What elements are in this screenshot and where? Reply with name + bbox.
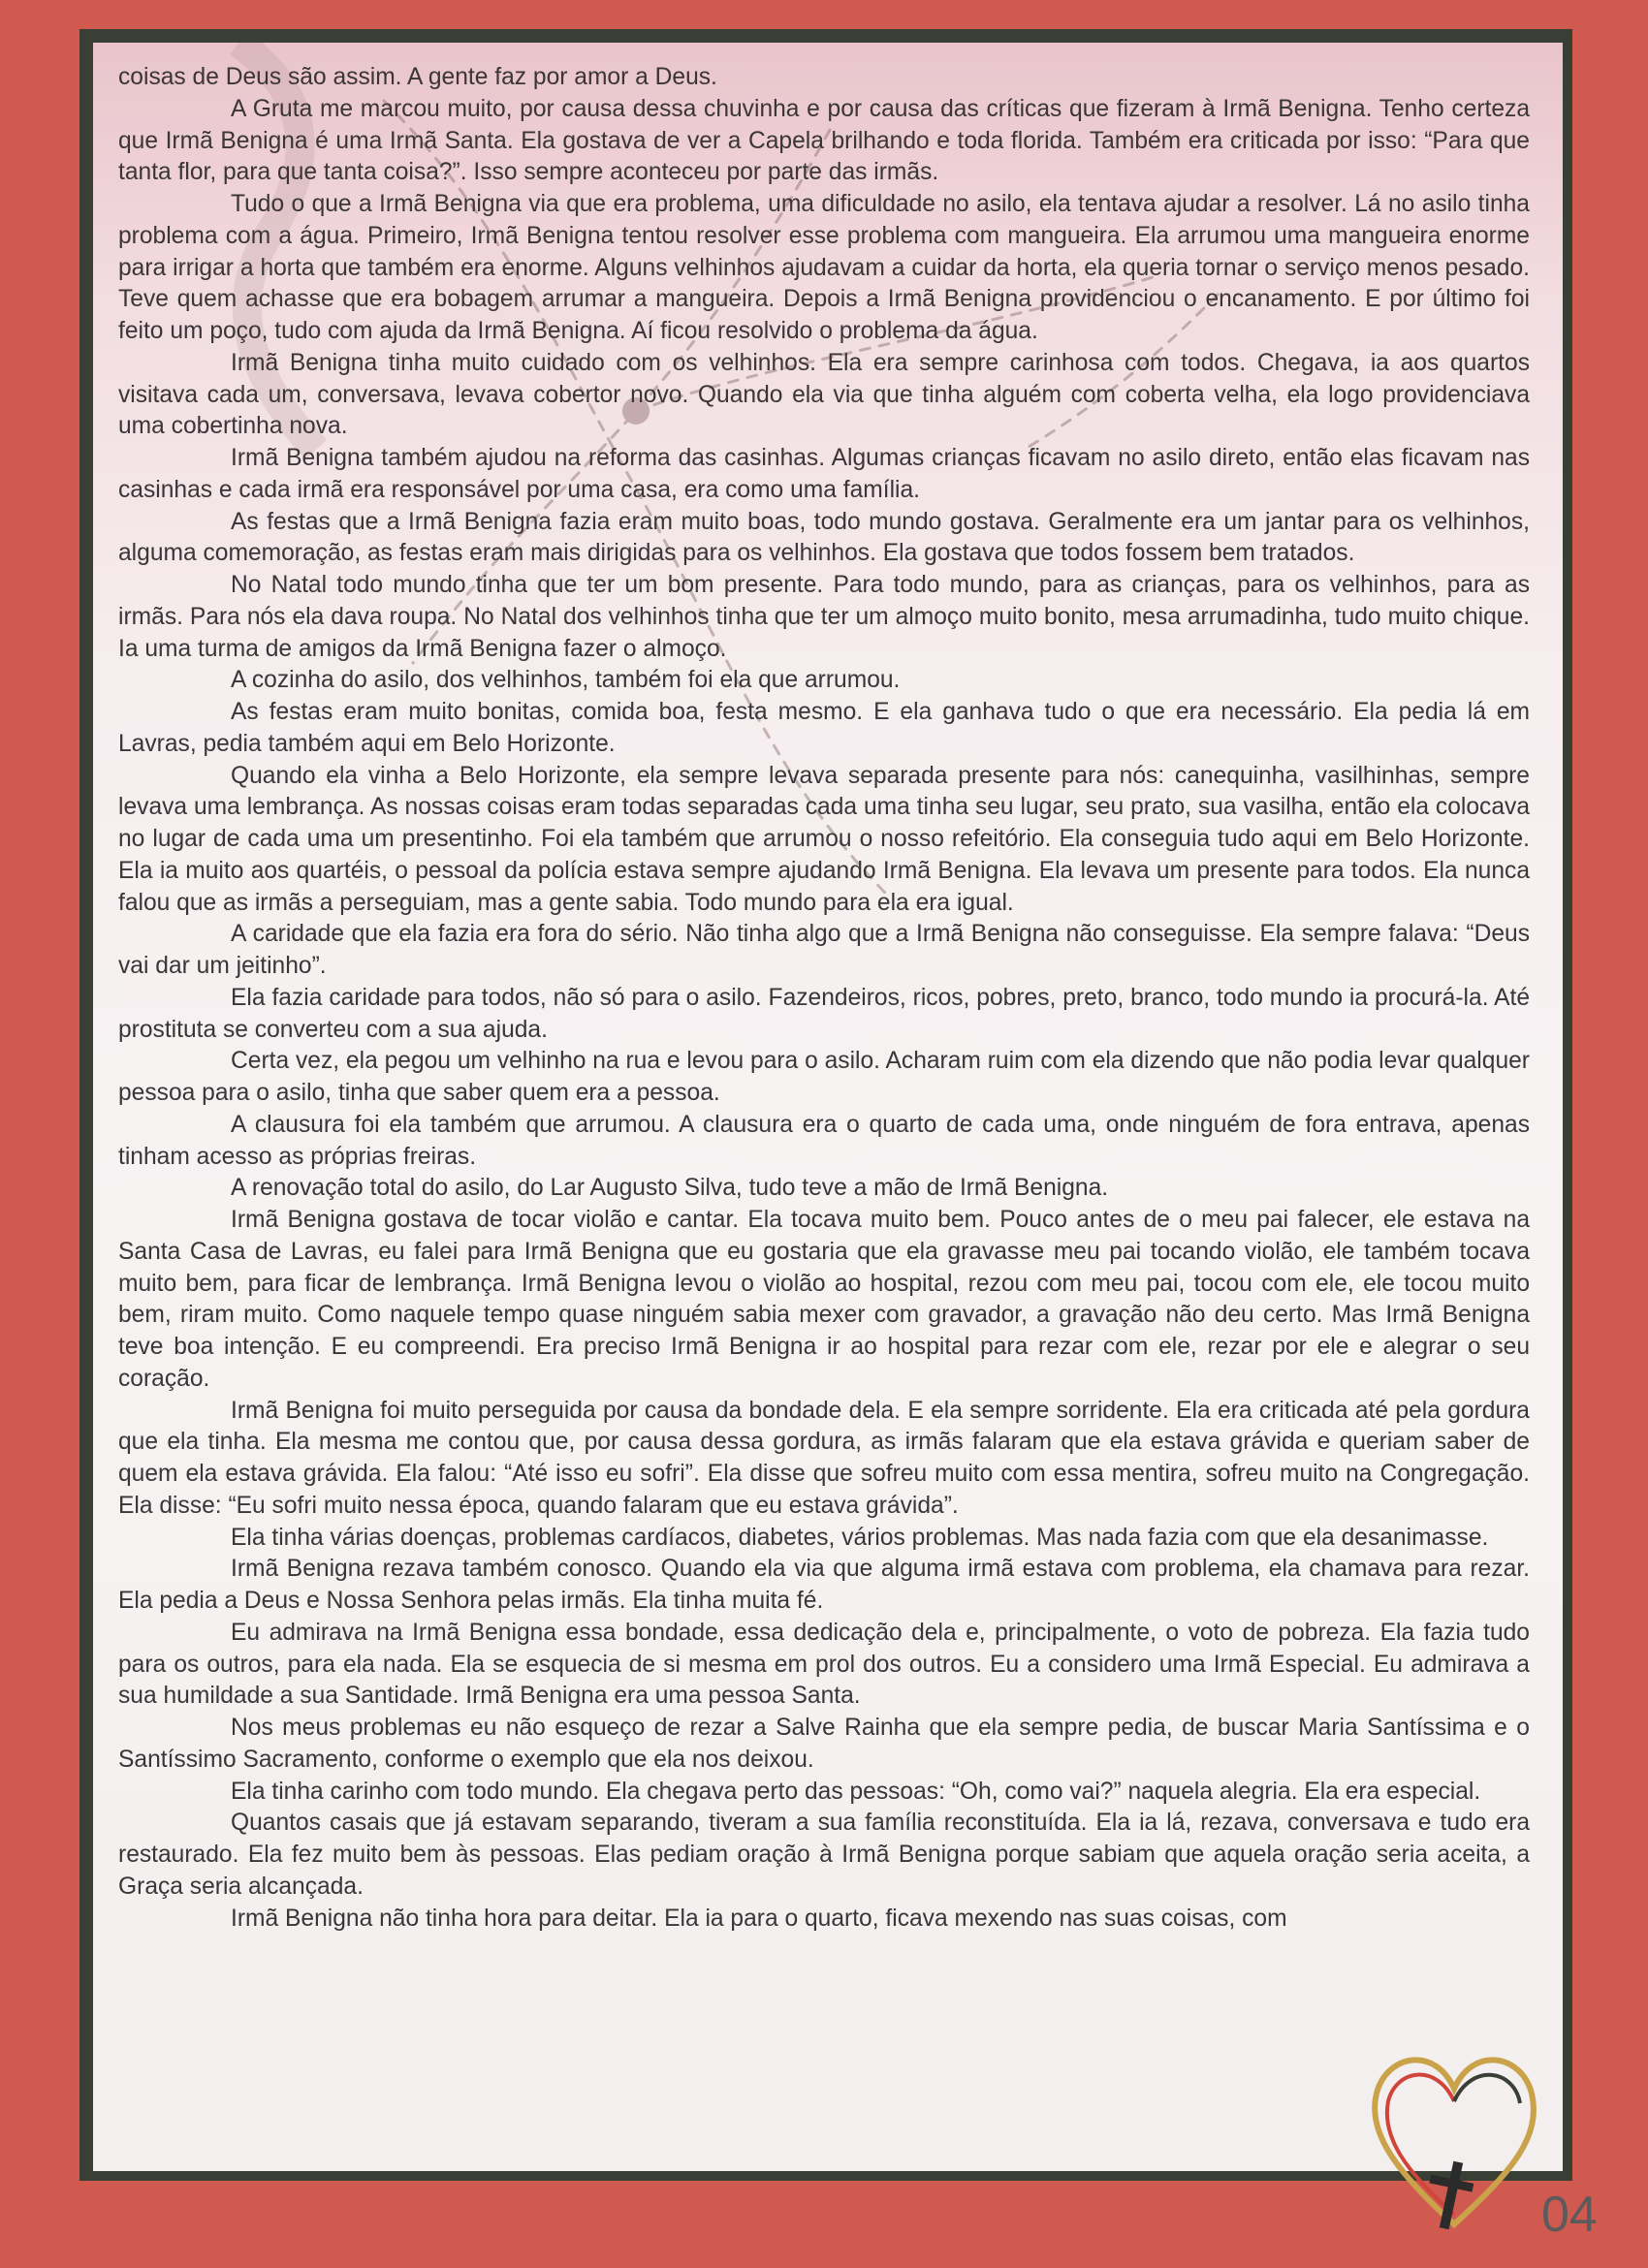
article-body <box>118 62 1530 1935</box>
paragraph: No Natal todo mundo tinha que ter um bom presente. Para todo mundo, para as crianças, para os velhinhos, para as irmãs. Para nós ela dava roupa. No Natal dos velhinhos tinha que ter um almoço muito bonito, mesa arrumadinha, tudo muito chique. Ia uma turma de amigos da Irmã Benigna fazer o almoço. <box>118 572 1530 662</box>
paragraph: A Gruta me marcou muito, por causa dessa chuvinha e por causa das críticas que fizeram à Irmã Benigna. Tenho certeza que Irmã Benigna é uma Irmã Santa. Ela gostava de ver a Capela brilhando e toda florida. Também era criticada por isso: “Para que tanta flor, para que tanta coisa?”. Isso sempre aconteceu por parte das irmãs. <box>118 95 1530 186</box>
paragraph: Irmã Benigna não tinha hora para deitar. Ela ia para o quarto, ficava mexendo nas suas coisas, com <box>231 1905 1287 1932</box>
paragraph: Ela tinha várias doenças, problemas cardíacos, diabetes, vários problemas. Mas nada fazia com que ela desanimasse. <box>231 1524 1489 1551</box>
paragraph: Irmã Benigna rezava também conosco. Quando ela via que alguma irmã estava com problema, ela chamava para rezar. Ela pedia a Deus e Nossa Senhora pelas irmãs. Ela tinha muita fé. <box>118 1556 1530 1614</box>
paragraph: A clausura foi ela também que arrumou. A clausura era o quarto de cada uma, onde ninguém de fora entrava, apenas tinham acesso as próprias freiras. <box>118 1111 1530 1170</box>
paragraph: As festas que a Irmã Benigna fazia eram muito boas, todo mundo gostava. Geralmente era um jantar para os velhinhos, alguma comemoração, as festas eram mais dirigidas para os velhinhos. Ela gostava que todos fossem bem tratados. <box>118 508 1530 567</box>
paragraph: Certa vez, ela pegou um velhinho na rua e levou para o asilo. Acharam ruim com ela dizendo que não podia levar qualquer pessoa para o asilo, tinha que saber quem era a pessoa. <box>118 1048 1530 1106</box>
paragraph: Ela tinha carinho com todo mundo. Ela chegava perto das pessoas: “Oh, como vai?” naquela alegria. Ela era especial. <box>231 1778 1481 1805</box>
paragraph: As festas eram muito bonitas, comida boa, festa mesmo. E ela ganhava tudo o que era necessário. Ela pedia lá em Lavras, pedia também aqui em Belo Horizonte. <box>118 699 1530 757</box>
paragraph: Quantos casais que já estavam separando, tiveram a sua família reconstituída. Ela ia lá, rezava, conversava e tudo era restaurado. Ela fez muito bem às pessoas. Elas pediam oração à Irmã Benigna porque sabiam que aquela oração seria aceita, a Graça seria alcançada. <box>118 1810 1530 1900</box>
paragraph: Irmã Benigna tinha muito cuidado com os velhinhos. Ela era sempre carinhosa com todos. Chegava, ia aos quartos visitava cada um, conversava, levava cobertor novo. Quando ela via que tinha alguém com coberta velha, ela logo providenciava uma cobertinha nova. <box>118 349 1530 440</box>
paragraph: Eu admirava na Irmã Benigna essa bondade, essa dedicação dela e, principalmente, o voto de pobreza. Ela fazia tudo para os outros, para ela nada. Ela se esquecia de si mesma em prol dos outros. Eu a considero uma Irmã Especial. Eu admirava a sua humildade a sua Santidade. Irmã Benigna era uma pessoa Santa. <box>118 1619 1530 1710</box>
paragraph: A cozinha do asilo, dos velhinhos, também foi ela que arrumou. <box>231 667 901 694</box>
paragraph: A caridade que ela fazia era fora do sério. Não tinha algo que a Irmã Benigna não conseguisse. Ela sempre falava: “Deus vai dar um jeitinho”. <box>118 921 1530 979</box>
paragraph: Irmã Benigna foi muito perseguida por causa da bondade dela. E ela sempre sorridente. Ela era criticada até pela gordura que ela tinha. Ela mesma me contou que, por causa dessa gordura, as irmãs falaram que ela estava grávida e queriam saber de quem ela estava grávida. Ela falou: “Até isso eu sofri”. Ela disse que sofreu muito com essa mentira, sofreu muito na Congregação. Ela disse: “Eu sofri muito nessa época, quando falaram que eu estava grávida”. <box>118 1397 1530 1519</box>
text-panel <box>93 43 1563 2171</box>
paragraph: Tudo o que a Irmã Benigna via que era problema, uma dificuldade no asilo, ela tentava ajudar a resolver. Lá no asilo tinha problema com a água. Primeiro, Irmã Benigna tentou resolver esse problema com mangueira. Ela arrumou uma mangueira enorme para irrigar a horta que também era enorme. Alguns velhinhos ajudavam a cuidar da horta, ela queria tornar o serviço menos pesado. Teve quem achasse que era bobagem arrumar a mangueira. Depois a Irmã Benigna providenciou o encanamento. E por último foi feito um poço, tudo com ajuda da Irmã Benigna. Aí ficou resolvido o problema da água. <box>118 191 1530 344</box>
page-number: 04 <box>1541 2187 1598 2243</box>
paragraph: Nos meus problemas eu não esqueço de rezar a Salve Rainha que ela sempre pedia, de buscar Maria Santíssima e o Santíssimo Sacramento, conforme o exemplo que ela nos deixou. <box>118 1715 1530 1773</box>
paragraph: Ela fazia caridade para todos, não só para o asilo. Fazendeiros, ricos, pobres, preto, branco, todo mundo ia procurá-la. Até prostituta se converteu com a sua ajuda. <box>118 984 1530 1043</box>
paragraph: Irmã Benigna também ajudou na reforma das casinhas. Algumas crianças ficavam no asilo direto, então elas ficavam nas casinhas e cada irmã era responsável por uma casa, era como uma família. <box>118 445 1530 503</box>
heart-cross-ornament-icon <box>1357 2016 1551 2249</box>
paragraph: coisas de Deus são assim. A gente faz por amor a Deus. <box>118 64 717 90</box>
paragraph: Quando ela vinha a Belo Horizonte, ela sempre levava separada presente para nós: canequinha, vasilhinhas, sempre levava uma lembrança. As nossas coisas eram todas separadas cada uma tinha seu lugar, seu prato, sua vasilha, então ela colocava no lugar de cada uma um presentinho. Foi ela também que arrumou o nosso refeitório. Ela conseguia tudo aqui em Belo Horizonte. Ela ia muito aos quartéis, o pessoal da polícia estava sempre ajudando Irmã Benigna. Ela levava um presente para todos. Ela nunca falou que as irmãs a perseguiam, mas a gente sabia. Todo mundo para ela era igual. <box>118 762 1530 916</box>
paragraph: A renovação total do asilo, do Lar Augusto Silva, tudo teve a mão de Irmã Benigna. <box>231 1175 1109 1202</box>
paragraph: Irmã Benigna gostava de tocar violão e cantar. Ela tocava muito bem. Pouco antes de o meu pai falecer, ele estava na Santa Casa de Lavras, eu falei para Irmã Benigna que eu gostaria que ela gravasse meu pai tocando violão, ele também tocava muito bem, para ficar de lembrança. Irmã Benigna levou o violão ao hospital, rezou com meu pai, tocou com ele, ele tocou muito bem, riram muito. Como naquele tempo quase ninguém sabia mexer com gravador, a gravação não deu certo. Mas Irmã Benigna teve boa intenção. E eu compreendi. Era preciso Irmã Benigna ir ao hospital para rezar com ele, rezar por ele e alegrar o seu coração. <box>118 1207 1530 1392</box>
